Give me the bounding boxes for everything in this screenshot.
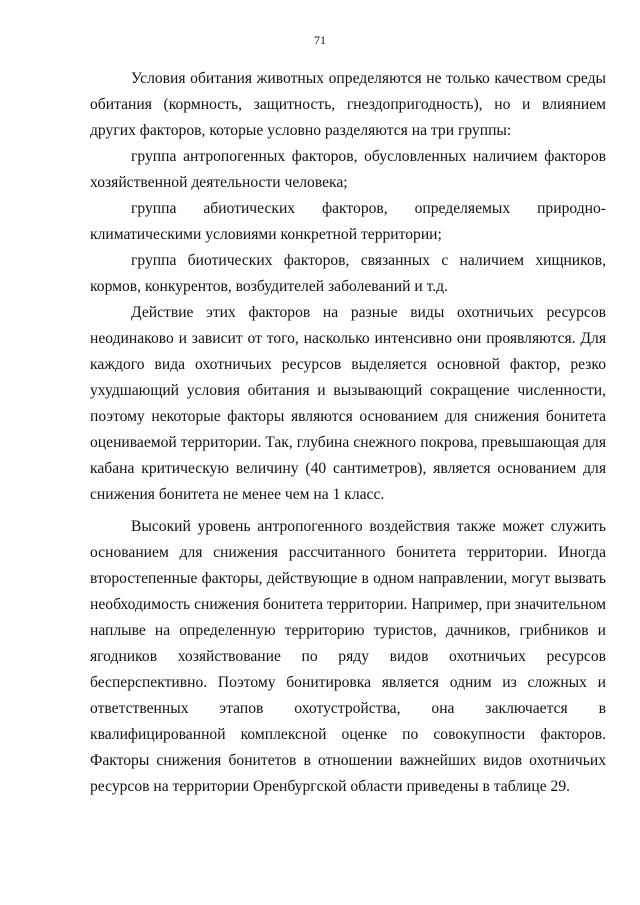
paragraph-factor-impact: Действие этих факторов на разные виды охотничьих ресурсов неодинаково и зависит от того, насколько интенсивно они проявляются. Для каждого вида охотничьих ресурсов выделяется основной фактор, резко ухудшающий условия обитания и вызывающий сокращение численности, поэтому некоторые факторы являются основанием для снижения бонитета оцениваемой территории. Так, глубина снежного покрова, превышающая для кабана критическую величину (40 сантиметров), является основанием для снижения бонитета не менее чем на 1 класс. xyxy=(90,304,606,503)
paragraph-group-abiotic: группа абиотических факторов, определяемых природно-климатическими условиями конкретной территории; xyxy=(90,200,606,243)
paragraph-group-anthropogenic: группа антропогенных факторов, обусловленных наличием факторов хозяйственной деятельности человека; xyxy=(90,148,606,191)
paragraph-intro: Условия обитания животных определяются не только качеством среды обитания (кормность, защитность, гнездопригодность), но и влиянием других факторов, которые условно разделяются на три группы: xyxy=(90,70,606,139)
paragraph-group-biotic: группа биотических факторов, связанных с наличием хищников, кормов, конкурентов, возбудителей заболеваний и т.д. xyxy=(90,252,606,295)
body-text xyxy=(90,66,606,800)
page-number: 71 xyxy=(314,33,326,47)
paragraph-anthropogenic-impact: Высокий уровень антропогенного воздействия также может служить основанием для снижения рассчитанного бонитета территории. Иногда второстепенные факторы, действующие в одном направлении, могут вызвать необходимость снижения бонитета территории. Например, при значительном наплыве на определенную территорию туристов, дачников, грибников и ягодников хозяйствование по ряду видов охотничьих ресурсов бесперспективно. Поэтому бонитировка является одним из сложных и ответственных этапов охотустройства, она заключается в квалифицированной комплексной оценке по совокупности факторов. Факторы снижения бонитетов в отношении важнейших видов охотничьих ресурсов на территории Оренбургской области приведены в таблице 29. xyxy=(90,518,606,795)
